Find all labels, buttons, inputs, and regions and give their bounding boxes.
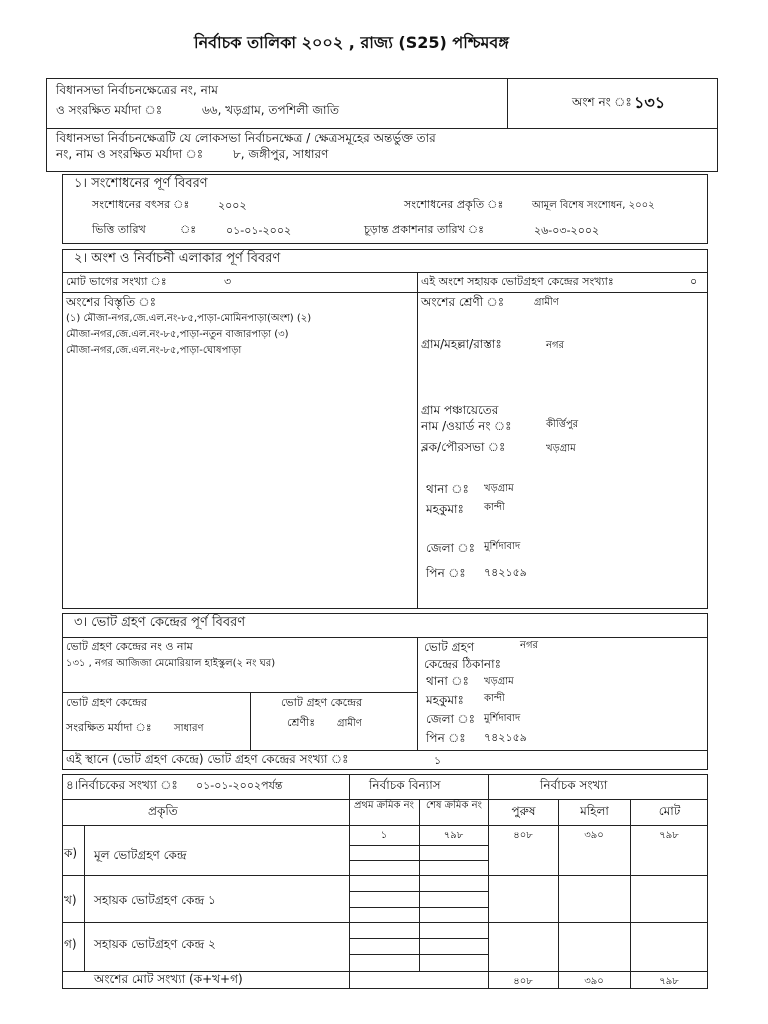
divider <box>417 637 418 750</box>
ps-category-value: গ্রামীণ <box>337 718 362 729</box>
ps-reserved-label: ভোট গ্রহণ কেন্দ্রের <box>66 696 148 709</box>
divider <box>630 799 631 989</box>
basis-date-label: ভিত্তি তারিখ <box>92 223 146 236</box>
page-title: নির্বাচক তালিকা ২০০২ , রাজ্য (S25) পশ্চিমবঙ্গ <box>194 33 509 52</box>
electors-count-label: ৪।নির্বাচকের সংখ্যা ঃ <box>66 778 178 792</box>
gp-value: কীর্ত্তিপুর <box>546 419 579 430</box>
grand-total-label: অংশের মোট সংখ্যা (ক+খ+গ) <box>94 972 243 986</box>
pc-value: ৮, জঙ্গীপুর, সাধারণ <box>233 147 329 161</box>
divider <box>62 272 708 273</box>
pin-label: পিন ঃ <box>426 566 466 580</box>
row-label: সহায়ক ভোটগ্রহণ কেন্দ্র ১ <box>94 893 216 907</box>
district-label: জেলা ঃ <box>426 541 475 555</box>
part-extent-label: অংশের বিস্তৃতি ঃ <box>66 295 157 309</box>
final-date-value: ২৬-০৩-২০০২ <box>534 224 600 237</box>
revision-year-label: সংশোধনের বৎসর ঃ <box>92 198 190 211</box>
grand-male: ৪০৮ <box>513 976 533 987</box>
divider <box>62 750 708 751</box>
row-key: ক) <box>64 846 78 860</box>
total-sections-label: মোট ভাগের সংখ্যা ঃ <box>66 275 167 288</box>
thana-label: থানা ঃ <box>426 482 469 496</box>
section-3-title: ৩। ভোট গ্রহণ কেন্দ্রের পূর্ণ বিবরণ <box>74 615 246 630</box>
divider <box>349 891 488 892</box>
divider <box>62 692 417 693</box>
revision-year-value: ২০০২ <box>218 199 247 212</box>
ps-district-label: জেলা ঃ <box>426 712 475 726</box>
elector-count-header: নির্বাচক সংখ্যা <box>540 778 608 792</box>
aux-stations-value: ০ <box>690 275 698 288</box>
basis-date-colon: ঃ <box>180 223 197 236</box>
part-category-value: গ্রামীণ <box>534 297 559 308</box>
divider <box>349 860 488 861</box>
row-first-serial: ১ <box>380 830 388 841</box>
divider <box>46 128 718 129</box>
nature-header: প্রকৃতি <box>148 804 178 818</box>
divider <box>62 875 708 876</box>
ps-count-value: ১ <box>434 754 442 767</box>
ac-value: ৬৬, খড়গ্রাম, তপশিলী জাতি <box>202 103 339 117</box>
basis-date-value: ০১-০১-২০০২ <box>226 224 292 237</box>
ps-reserved-label-2: সংরক্ষিত মর্যাদা ঃ <box>66 721 152 734</box>
polling-station-label: ভোট গ্রহণ কেন্দ্রের নং ও নাম <box>66 640 193 653</box>
ps-subdivision-label: মহকুমাঃ <box>426 693 464 707</box>
village-value: নগর <box>546 340 565 351</box>
grand-female: ৩৯০ <box>584 976 604 987</box>
ps-pin-label: পিন ঃ <box>426 731 466 745</box>
ac-name-label: বিধানসভা নির্বাচনক্ষেত্রের নং, নাম <box>56 83 218 97</box>
final-date-label: চূড়ান্ত প্রকাশনার তারিখ ঃ <box>364 223 485 236</box>
block-label: ব্লক/পৌরসভা ঃ <box>421 440 506 454</box>
last-serial-header: শেষ ক্রমিক নং <box>426 800 482 811</box>
divider <box>417 272 418 609</box>
pin-value: ৭৪২১৫৯ <box>484 566 527 579</box>
section-1-title: ১। সংশোধনের পূর্ণ বিবরণ <box>74 176 208 191</box>
revision-type-label: সংশোধনের প্রকৃতি ঃ <box>404 198 504 211</box>
elector-layout-header: নির্বাচক বিন্যাস <box>369 778 441 792</box>
divider <box>349 774 350 989</box>
part-category-label: অংশের শ্রেণী ঃ <box>421 295 505 309</box>
ps-category-label: ভোট গ্রহণ কেন্দ্রের <box>281 696 363 709</box>
thana-value: খড়গ্রাম <box>484 483 514 494</box>
ps-subdivision-value: কান্দী <box>484 693 505 704</box>
electors-count-date: ০১-০১-২০০২পর্যন্ত <box>196 779 283 792</box>
ac-reserved-label: ও সংরক্ষিত মর্যাদা ঃ <box>56 103 163 117</box>
extent-line: মৌজা-নগর,জে.এল.নং-৮৫,পাড়া-নতুন বাজারপাড়া (৩) <box>66 329 289 340</box>
row-label: মূল ভোটগ্রহণ কেন্দ্র <box>94 848 187 862</box>
first-serial-header: প্রথম ক্রমিক নং <box>354 800 414 811</box>
ps-thana-value: খড়গ্রাম <box>484 676 514 687</box>
part-no-value: ১৩১ <box>634 93 666 112</box>
ps-address-label: ভোট গ্রহণ <box>424 640 475 654</box>
total-sections-value: ৩ <box>224 275 232 288</box>
area-section <box>62 249 708 609</box>
divider <box>62 825 708 826</box>
divider <box>507 78 508 128</box>
pc-reserved-label: নং, নাম ও সংরক্ষিত মর্যাদা ঃ <box>56 147 204 161</box>
total-header: মোট <box>658 804 681 818</box>
divider <box>62 292 708 293</box>
row-label: সহায়ক ভোটগ্রহণ কেন্দ্র ২ <box>94 937 216 951</box>
row-female: ৩৯০ <box>584 830 604 841</box>
ps-reserved-value: সাধারণ <box>174 723 204 734</box>
divider <box>84 825 85 971</box>
row-total: ৭৯৮ <box>659 830 679 841</box>
divider <box>558 799 559 989</box>
divider <box>349 938 488 939</box>
village-label: গ্রাম/মহল্লা/রাস্তাঃ <box>421 337 502 351</box>
row-key: গ) <box>64 937 77 951</box>
divider <box>62 637 708 638</box>
subdivision-value: কান্দী <box>484 502 505 513</box>
row-key: খ) <box>64 893 77 907</box>
district-value: মুর্শিদাবাদ <box>484 541 521 552</box>
aux-stations-label: এই অংশে সহায়ক ভোটগ্রহণ কেন্দ্রের সংখ্যাঃ <box>421 275 614 288</box>
row-male: ৪০৮ <box>513 830 533 841</box>
subdivision-label: মহকুমাঃ <box>426 502 464 516</box>
block-value: খড়গ্রাম <box>546 443 576 454</box>
polling-station-value: ১৩১ , নগর আজিজা মেমোরিয়াল হাইস্কুল(২ নং ঘর) <box>66 658 276 669</box>
ps-district-value: মুর্শিদাবাদ <box>484 713 521 724</box>
extent-line: (১) মৌজা-নগর,জে.এল.নং-৮৫,পাড়া-মোমিনপাড়া(অংশ) (২) <box>66 313 312 324</box>
divider <box>250 692 251 750</box>
divider <box>349 845 488 846</box>
divider <box>62 922 708 923</box>
male-header: পুরুষ <box>511 804 536 818</box>
part-no-label: অংশ নং ঃ <box>572 95 632 109</box>
extent-line: মৌজা-নগর,জে.এল.নং-৮৫,পাড়া-ঘোষপাড়া <box>66 345 242 356</box>
ps-pin-value: ৭৪২১৫৯ <box>484 731 527 744</box>
ps-count-label: এই স্থানে (ভোট গ্রহণ কেন্দ্রে) ভোট গ্রহণ কেন্দ্রের সংখ্যা ঃ <box>66 752 349 766</box>
revision-type-value: আমূল বিশেষ সংশোধন, ২০০২ <box>532 200 655 211</box>
ps-category-label-2: শ্রেণীঃ <box>287 716 316 729</box>
gp-label: গ্রাম পঞ্চায়েতের <box>421 403 499 417</box>
gp-ward-label: নাম /ওয়ার্ড নং ঃ <box>421 419 512 433</box>
pc-label: বিধানসভা নির্বাচনক্ষেত্রটি যে লোকসভা নির্বাচনক্ষেত্র / ক্ষেত্রসমূহের অন্তর্ভুক্ত তার <box>56 131 436 145</box>
female-header: মহিলা <box>580 804 609 818</box>
ps-thana-label: থানা ঃ <box>426 674 469 688</box>
ps-address-label-2: কেন্দ্রের ঠিকানাঃ <box>424 657 501 671</box>
row-last-serial: ৭৯৮ <box>443 830 464 841</box>
divider <box>349 954 488 955</box>
section-2-title: ২। অংশ ও নির্বাচনী এলাকার পূর্ণ বিবরণ <box>74 251 281 266</box>
grand-total: ৭৯৮ <box>659 976 679 987</box>
ps-address-value: নগর <box>520 640 539 651</box>
divider <box>349 907 488 908</box>
